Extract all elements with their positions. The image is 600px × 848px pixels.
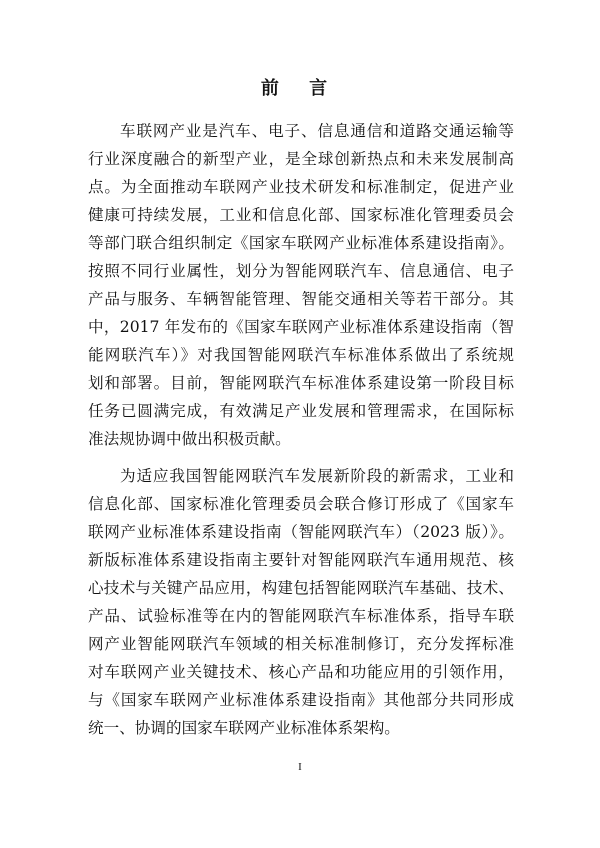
paragraph-line: 联网产业标准体系建设指南（智能网联汽车）（2023 版）》。 xyxy=(88,523,514,541)
paragraph-line: 为适应我国智能网联汽车发展新阶段的新需求，工业和 xyxy=(120,467,514,485)
paragraph-line: 点。为全面推动车联网产业技术研发和标准制定，促进产业 xyxy=(88,178,514,196)
page-title: 前 言 xyxy=(260,78,340,99)
paragraph-line: 新版标准体系建设指南主要针对智能网联汽车通用规范、核 xyxy=(88,551,514,569)
paragraph-line: 中，2017 年发布的《国家车联网产业标准体系建设指南（智 xyxy=(88,318,514,336)
paragraph xyxy=(88,462,514,742)
paragraph-line: 准法规协调中做出积极贡献。 xyxy=(88,430,291,448)
page-number: I xyxy=(298,761,302,773)
paragraph-line: 网产业智能网联汽车领域的相关标准制修订，充分发挥标准 xyxy=(88,635,514,653)
paragraph-line: 健康可持续发展，工业和信息化部、国家标准化管理委员会 xyxy=(88,206,514,224)
paragraph-line: 任务已圆满完成，有效满足产业发展和管理需求，在国际标 xyxy=(88,402,514,420)
paragraph-line: 车联网产业是汽车、电子、信息通信和道路交通运输等 xyxy=(120,122,514,140)
paragraph-line: 与《国家车联网产业标准体系建设指南》其他部分共同形成 xyxy=(88,691,514,709)
paragraph-line: 按照不同行业属性，划分为智能网联汽车、信息通信、电子 xyxy=(88,262,514,280)
paragraph-line: 能网联汽车）》对我国智能网联汽车标准体系做出了系统规 xyxy=(88,346,514,364)
paragraph-line: 等部门联合组织制定《国家车联网产业标准体系建设指南》。 xyxy=(88,234,514,252)
paragraph-line: 统一、协调的国家车联网产业标准体系架构。 xyxy=(88,719,400,737)
paragraph-line: 心技术与关键产品应用，构建包括智能网联汽车基础、技术、 xyxy=(88,579,514,597)
document-body xyxy=(88,117,514,742)
paragraph-gap xyxy=(88,453,514,462)
paragraph-line: 信息化部、国家标准化管理委员会联合修订形成了《国家车 xyxy=(88,495,514,513)
paragraph-line: 对车联网产业关键技术、核心产品和功能应用的引领作用， xyxy=(88,663,514,681)
paragraph-line: 行业深度融合的新型产业，是全球创新热点和未来发展制高 xyxy=(88,150,514,168)
paragraph xyxy=(88,117,514,453)
paragraph-line: 产品、试验标准等在内的智能网联汽车标准体系，指导车联 xyxy=(88,607,514,625)
paragraph-line: 划和部署。目前，智能网联汽车标准体系建设第一阶段目标 xyxy=(88,374,514,392)
paragraph-line: 产品与服务、车辆智能管理、智能交通相关等若干部分。其 xyxy=(88,290,514,308)
